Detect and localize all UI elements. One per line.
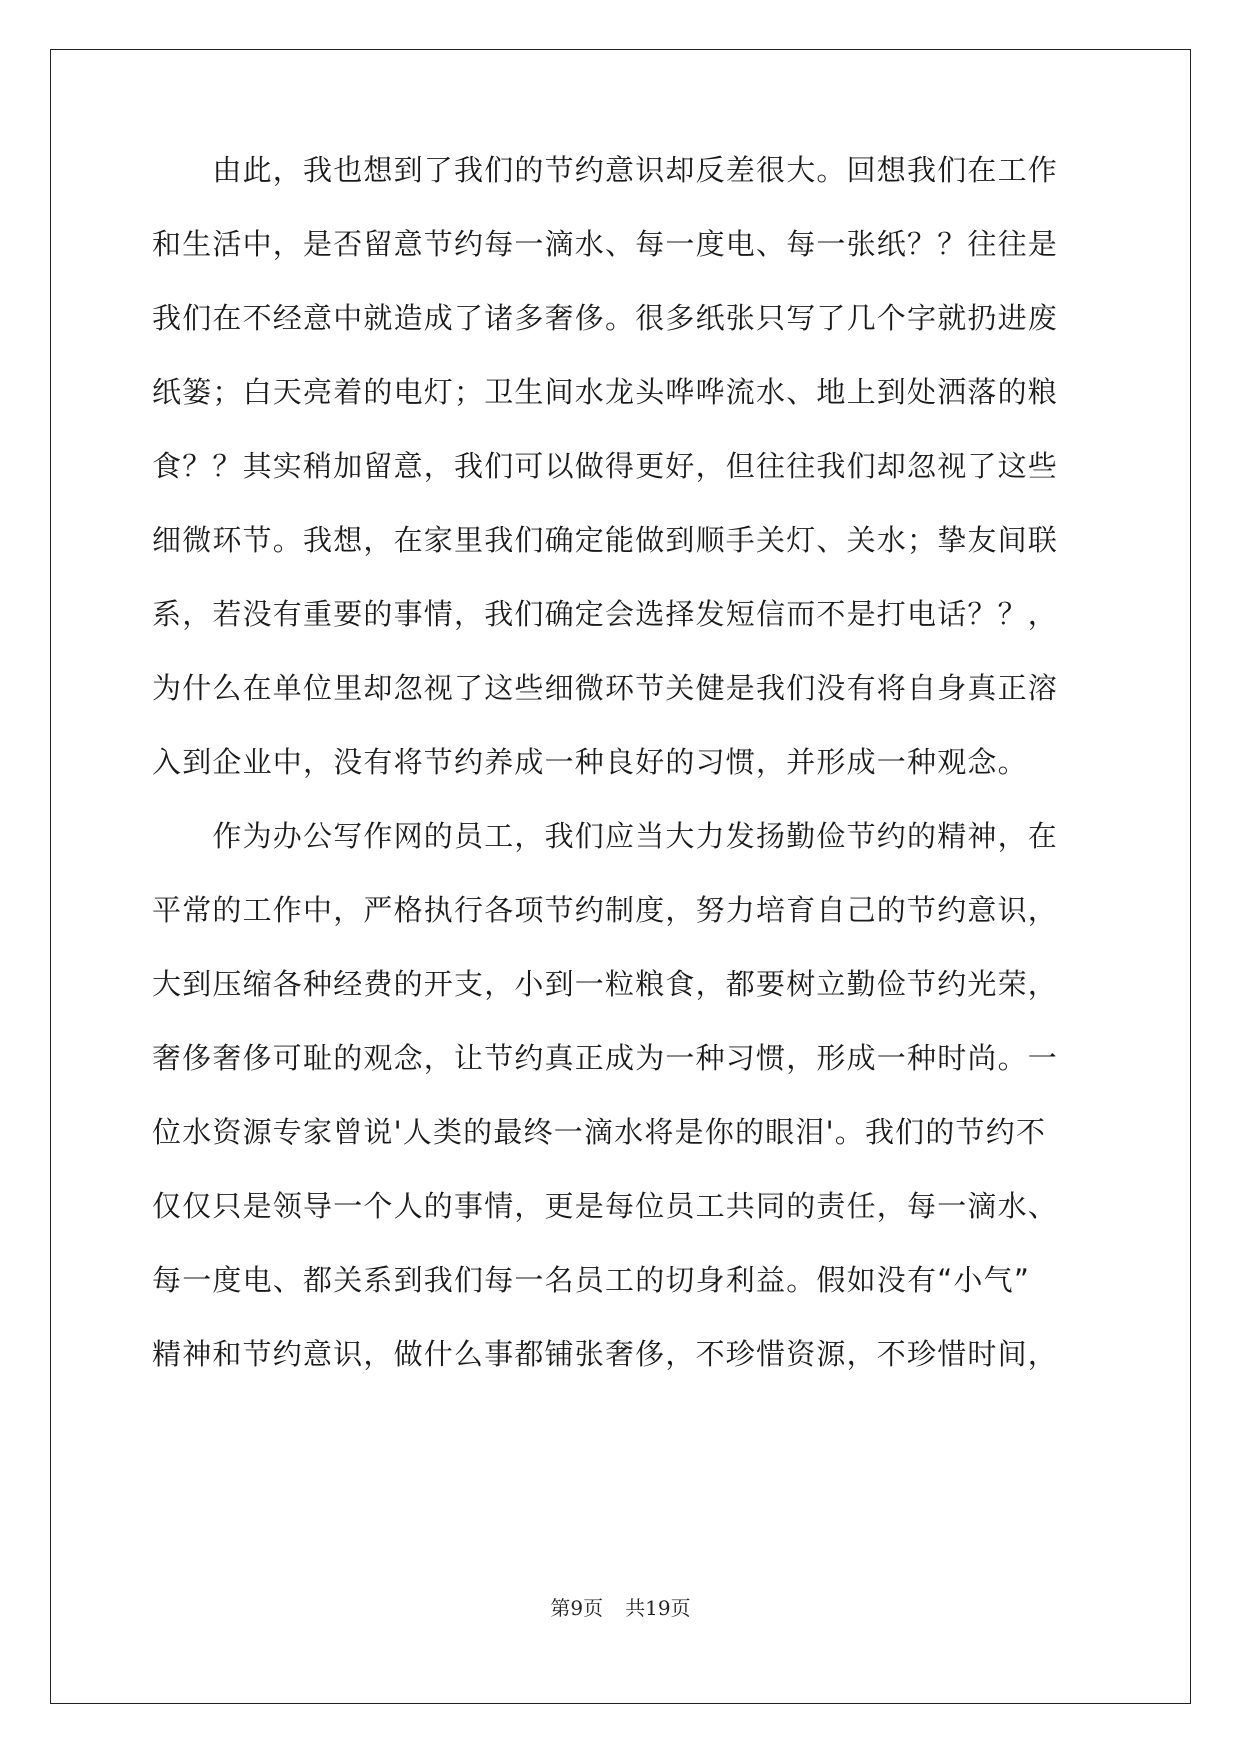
text-line: 食？？其实稍加留意，我们可以做得更好，但往往我们却忽视了这些 xyxy=(152,449,1059,483)
text-line: 仅仅只是领导一个人的事情，更是每位员工共同的责任，每一滴水、 xyxy=(152,1189,1059,1223)
text-line: 平常的工作中，严格执行各项节约制度，努力培育自己的节约意识， xyxy=(152,893,1059,927)
text-line: 为什么在单位里却忽视了这些细微环节关健是我们没有将自身真正溶 xyxy=(152,671,1059,705)
text-line: 由此，我也想到了我们的节约意识却反差很大。回想我们在工作 xyxy=(152,153,1059,187)
text-line: 我们在不经意中就造成了诸多奢侈。很多纸张只写了几个字就扔进废 xyxy=(152,301,1059,335)
text-line: 大到压缩各种经费的开支，小到一粒粮食，都要树立勤俭节约光荣， xyxy=(152,967,1059,1001)
text-line: 奢侈奢侈可耻的观念，让节约真正成为一种习惯，形成一种时尚。一 xyxy=(152,1041,1059,1075)
page-total: 共19页 xyxy=(625,1596,691,1620)
page-footer xyxy=(0,1593,1241,1623)
text-line: 作为办公写作网的员工，我们应当大力发扬勤俭节约的精神，在 xyxy=(152,819,1059,853)
text-line: 精神和节约意识，做什么事都铺张奢侈，不珍惜资源，不珍惜时间， xyxy=(152,1337,1059,1371)
text-line: 每一度电、都关系到我们每一名员工的切身利益。假如没有“小气” xyxy=(152,1263,1031,1297)
text-line: 位水资源专家曾说'人类的最终一滴水将是你的眼泪'。我们的节约不 xyxy=(152,1115,1047,1149)
text-line: 细微环节。我想，在家里我们确定能做到顺手关灯、关水；挚友间联 xyxy=(152,523,1059,557)
text-line: 入到企业中，没有将节约养成一种良好的习惯，并形成一种观念。 xyxy=(152,745,1028,779)
text-line: 系，若没有重要的事情，我们确定会选择发短信而不是打电话？？， xyxy=(152,597,1059,631)
page-number: 第9页 xyxy=(550,1596,604,1620)
text-line: 和生活中，是否留意节约每一滴水、每一度电、每一张纸？？往往是 xyxy=(152,227,1059,261)
text-line: 纸篓；白天亮着的电灯；卫生间水龙头哗哗流水、地上到处洒落的粮 xyxy=(152,375,1059,409)
